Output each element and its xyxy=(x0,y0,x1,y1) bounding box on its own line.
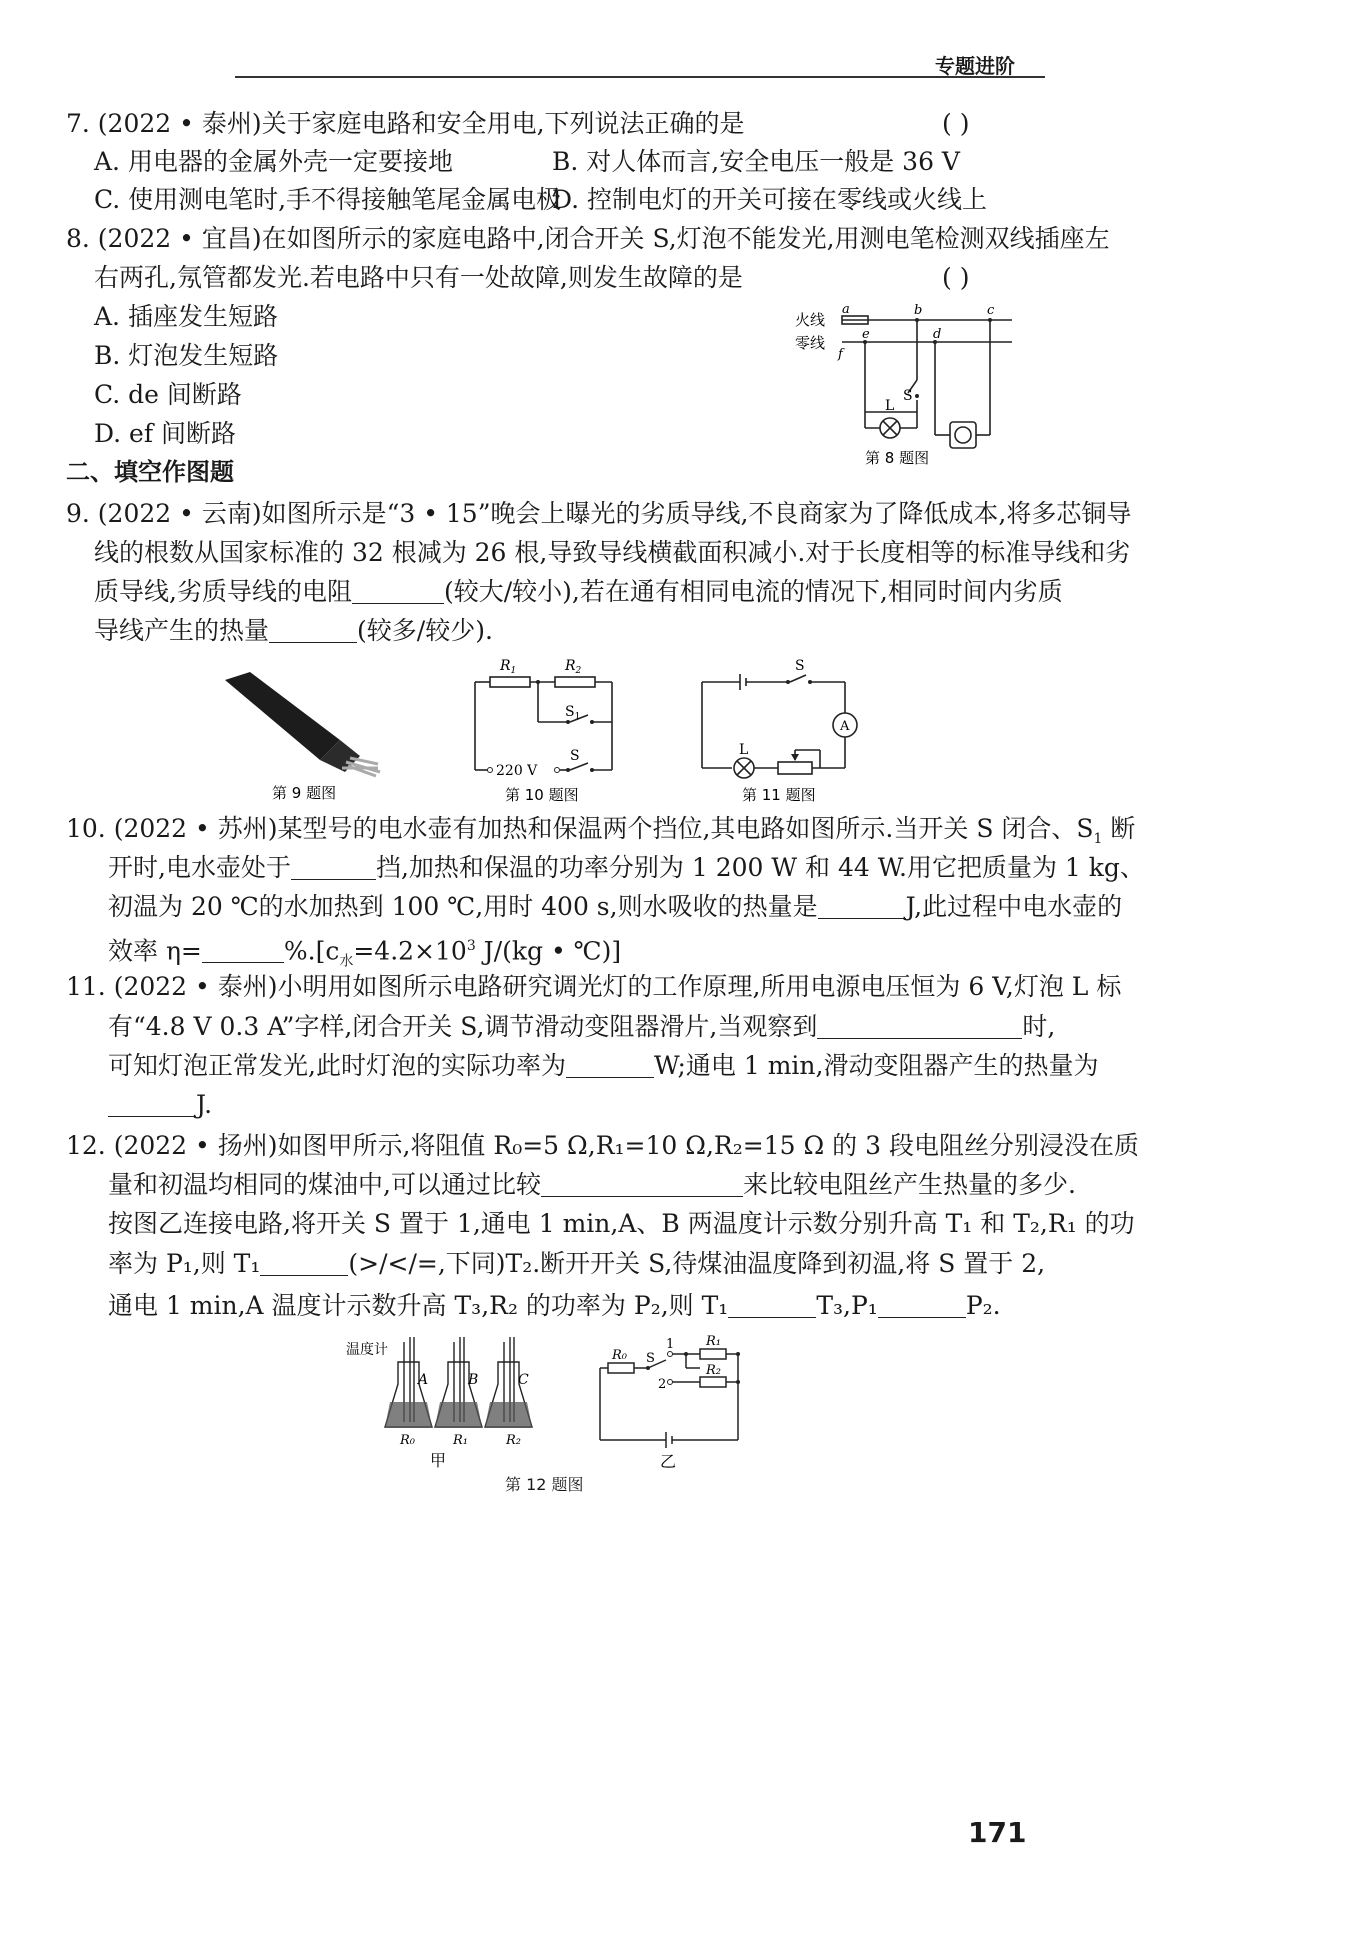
q12-line-3: 按图乙连接电路,将开关 S 置于 1,通电 1 min,A、B 两温度计示数分别升高 T₁ 和 T₂,R₁ 的功 xyxy=(108,1209,1135,1238)
fig12-yi-label: 乙 xyxy=(660,1452,677,1471)
fig12-yi-r1-label: R₁ xyxy=(706,1334,721,1349)
fig8-a-label: a xyxy=(842,302,850,317)
q7-option-d: D. 控制电灯的开关可接在零线或火线上 xyxy=(552,185,988,214)
q11-line-2a: 有“4.8 V 0.3 A”字样,闭合开关 S,调节滑动变阻器滑片,当观察到 xyxy=(108,1012,818,1041)
q7-stem: 7. (2022 • 泰州)关于家庭电路和安全用电,下列说法正确的是 xyxy=(66,109,745,138)
q7-paren: ( ) xyxy=(942,109,970,138)
q12-line-5c: P₂. xyxy=(965,1291,1001,1320)
q11-line-3b: W;通电 1 min,滑动变阻器产生的热量为 xyxy=(653,1051,1099,1080)
fig10-r1-label: $R_1$ xyxy=(500,658,517,676)
q10-line-3a: 初温为 20 ℃的水加热到 100 ℃,用时 400 s,则水吸收的热量是 xyxy=(108,892,818,921)
q11-line-2b: 时, xyxy=(1022,1012,1056,1041)
q8-option-c: C. de 间断路 xyxy=(94,380,242,409)
q11-blank-heat[interactable] xyxy=(108,1094,196,1117)
q8-option-b: B. 灯泡发生短路 xyxy=(94,341,279,370)
fig10-voltage-label: 220 V xyxy=(496,763,538,779)
figure-8-circuit xyxy=(790,300,1020,475)
q10-line-4b: %.[c xyxy=(283,936,340,966)
q10-blank-heat[interactable] xyxy=(818,896,906,919)
q10-line-3 xyxy=(108,891,1122,923)
q8-option-a: A. 插座发生短路 xyxy=(94,302,278,331)
q12-blank-t1-t3[interactable] xyxy=(728,1295,816,1318)
q8-stem-1: 8. (2022 • 宜昌)在如图所示的家庭电路中,闭合开关 S,灯泡不能发光,用测电笔检测双线插座左 xyxy=(66,224,1110,253)
fig8-caption: 第 8 题图 xyxy=(865,449,930,467)
q12-blank-p1-p2[interactable] xyxy=(878,1295,966,1318)
q8-paren: ( ) xyxy=(942,263,970,292)
q9-blank-resistance[interactable] xyxy=(352,581,444,604)
fig12-jia-label: 甲 xyxy=(430,1451,447,1470)
q10-line-1-end: 断 xyxy=(1110,814,1136,843)
fig8-switch-label: S xyxy=(903,388,913,404)
q10-line-4-sup: 3 xyxy=(466,938,476,954)
figure-12-yi xyxy=(590,1332,760,1472)
q12-line-4b: (>/</=,下同)T₂.断开开关 S,待煤油温度降到初温,将 S 置于 2, xyxy=(348,1249,1046,1278)
q10-line-4d: J/(kg • ℃)] xyxy=(475,936,622,966)
fig12-c-label: C xyxy=(518,1372,529,1388)
q12-line-4a: 率为 P₁,则 T₁ xyxy=(108,1249,261,1278)
q12-line-5b: T₃,P₁ xyxy=(816,1291,878,1320)
q12-blank-compare[interactable] xyxy=(541,1174,743,1197)
fig8-d-label: d xyxy=(933,327,942,342)
q11-line-2 xyxy=(108,1011,1055,1043)
fig8-c-label: c xyxy=(987,303,995,318)
q10-line-3b: J,此过程中电水壶的 xyxy=(905,892,1123,921)
q12-line-2 xyxy=(108,1169,1076,1201)
fig12-yi-2-label: 2 xyxy=(658,1377,667,1392)
q9-line-4 xyxy=(94,615,493,647)
fig12-b-label: B xyxy=(468,1372,479,1388)
q9-line-3 xyxy=(94,576,1063,608)
q9-line-4b: (较多/较少). xyxy=(357,616,493,645)
fig8-live-label: 火线 xyxy=(795,311,826,329)
q10-line-1a: 10. (2022 • 苏州)某型号的电水壶有加热和保温两个挡位,其电路如图所示.当开关 S 闭合、S xyxy=(66,814,1094,843)
q9-line-1: 9. (2022 • 云南)如图所示是“3 • 15”晚会上曝光的劣质导线,不良商家为了降低成本,将多芯铜导 xyxy=(66,499,1132,528)
section-2-title: 二、填空作图题 xyxy=(66,458,234,486)
q10-line-4c: =4.2×10 xyxy=(353,936,467,966)
fig11-ammeter-label: A xyxy=(840,719,850,734)
q7-option-b: B. 对人体而言,安全电压一般是 36 V xyxy=(552,147,960,176)
q9-line-3a: 质导线,劣质导线的电阻 xyxy=(94,577,352,606)
fig12-yi-r2-label: R₂ xyxy=(706,1363,721,1378)
q10-line-4-sub: 水 xyxy=(339,953,354,970)
q12-line-2b: 来比较电阻丝产生热量的多少. xyxy=(742,1170,1076,1199)
fig12-yi-r0-label: R₀ xyxy=(612,1348,627,1363)
q12-line-5a: 通电 1 min,A 温度计示数升高 T₃,R₂ 的功率为 P₂,则 T₁ xyxy=(108,1291,729,1320)
q10-line-2a: 开时,电水壶处于 xyxy=(108,853,291,882)
q12-line-1: 12. (2022 • 扬州)如图甲所示,将阻值 R₀=5 Ω,R₁=10 Ω,R₂=15 Ω 的 3 段电阻丝分别浸没在质 xyxy=(66,1131,1139,1160)
figure-11-circuit xyxy=(690,650,870,810)
q11-blank-observe[interactable] xyxy=(817,1016,1022,1039)
fig12-caption: 第 12 题图 xyxy=(505,1475,584,1494)
fig10-caption: 第 10 题图 xyxy=(505,786,579,804)
fig12-yi-1-label: 1 xyxy=(666,1337,675,1352)
q10-line-2 xyxy=(108,852,1145,884)
fig10-s1-label: $S_1$ xyxy=(565,704,581,722)
figure-9-wire xyxy=(220,668,400,808)
header-rule xyxy=(235,76,1045,78)
fig8-f-label: f xyxy=(838,347,843,362)
figure-10-circuit xyxy=(460,650,630,810)
q10-line-1-sub: 1 xyxy=(1093,831,1103,847)
q10-line-2b: 挡,加热和保温的功率分别为 1 200 W 和 44 W.用它把质量为 1 kg、 xyxy=(375,853,1145,882)
fig11-lamp-label: L xyxy=(739,742,749,758)
q11-line-3 xyxy=(108,1050,1098,1082)
q12-line-2a: 量和初温均相同的煤油中,可以通过比较 xyxy=(108,1170,541,1199)
fig8-lamp-label: L xyxy=(885,398,895,414)
fig10-s-label: S xyxy=(570,748,580,764)
q12-blank-t1-t2[interactable] xyxy=(260,1253,348,1276)
q10-blank-efficiency[interactable] xyxy=(202,940,284,963)
section-header: 专题进阶 xyxy=(935,54,1015,78)
fig12-thermo-label: 温度计 xyxy=(346,1342,388,1358)
fig11-caption: 第 11 题图 xyxy=(742,786,816,804)
fig12-r2-label: R₂ xyxy=(506,1433,521,1448)
q11-line-4 xyxy=(108,1089,212,1121)
fig8-e-label: e xyxy=(862,327,870,342)
q9-line-2: 线的根数从国家标准的 32 根减为 26 根,导致导线横截面积减小.对于长度相等的标准导线和劣 xyxy=(94,538,1131,567)
q8-option-d: D. ef 间断路 xyxy=(94,419,237,448)
q12-line-5 xyxy=(108,1290,1001,1322)
fig9-caption: 第 9 题图 xyxy=(272,784,337,802)
fig8-neutral-label: 零线 xyxy=(795,334,826,352)
q9-blank-heat[interactable] xyxy=(269,620,357,643)
q12-line-4 xyxy=(108,1248,1045,1280)
fig12-r0-label: R₀ xyxy=(400,1433,415,1448)
fig8-b-label: b xyxy=(914,303,923,318)
figure-12-jia xyxy=(340,1332,560,1472)
fig12-r1-label: R₁ xyxy=(453,1433,468,1448)
q9-line-4a: 导线产生的热量 xyxy=(94,616,270,645)
fig12-a-label: A xyxy=(418,1372,429,1388)
fig11-s-label: S xyxy=(795,658,805,674)
q9-line-3b: (较大/较小),若在通有相同电流的情况下,相同时间内劣质 xyxy=(443,577,1063,606)
q10-line-1 xyxy=(66,813,1135,855)
q7-option-c: C. 使用测电笔时,手不得接触笔尾金属电极 xyxy=(94,185,562,214)
q11-line-3a: 可知灯泡正常发光,此时灯泡的实际功率为 xyxy=(108,1051,566,1080)
q11-line-4-end: J. xyxy=(196,1090,213,1119)
q10-blank-gear[interactable] xyxy=(291,857,376,880)
fig12-yi-s-label: S xyxy=(646,1351,655,1366)
page-number: 171 xyxy=(968,1816,1027,1849)
q8-stem-2: 右两孔,氖管都发光.若电路中只有一处故障,则发生故障的是 xyxy=(94,263,743,292)
q10-line-4a: 效率 η= xyxy=(108,936,202,966)
q11-blank-power[interactable] xyxy=(566,1055,654,1078)
q7-option-a: A. 用电器的金属外壳一定要接地 xyxy=(94,147,453,176)
q11-line-1: 11. (2022 • 泰州)小明用如图所示电路研究调光灯的工作原理,所用电源电压恒为 6 V,灯泡 L 标 xyxy=(66,972,1122,1001)
fig10-r2-label: $R_2$ xyxy=(565,658,582,676)
